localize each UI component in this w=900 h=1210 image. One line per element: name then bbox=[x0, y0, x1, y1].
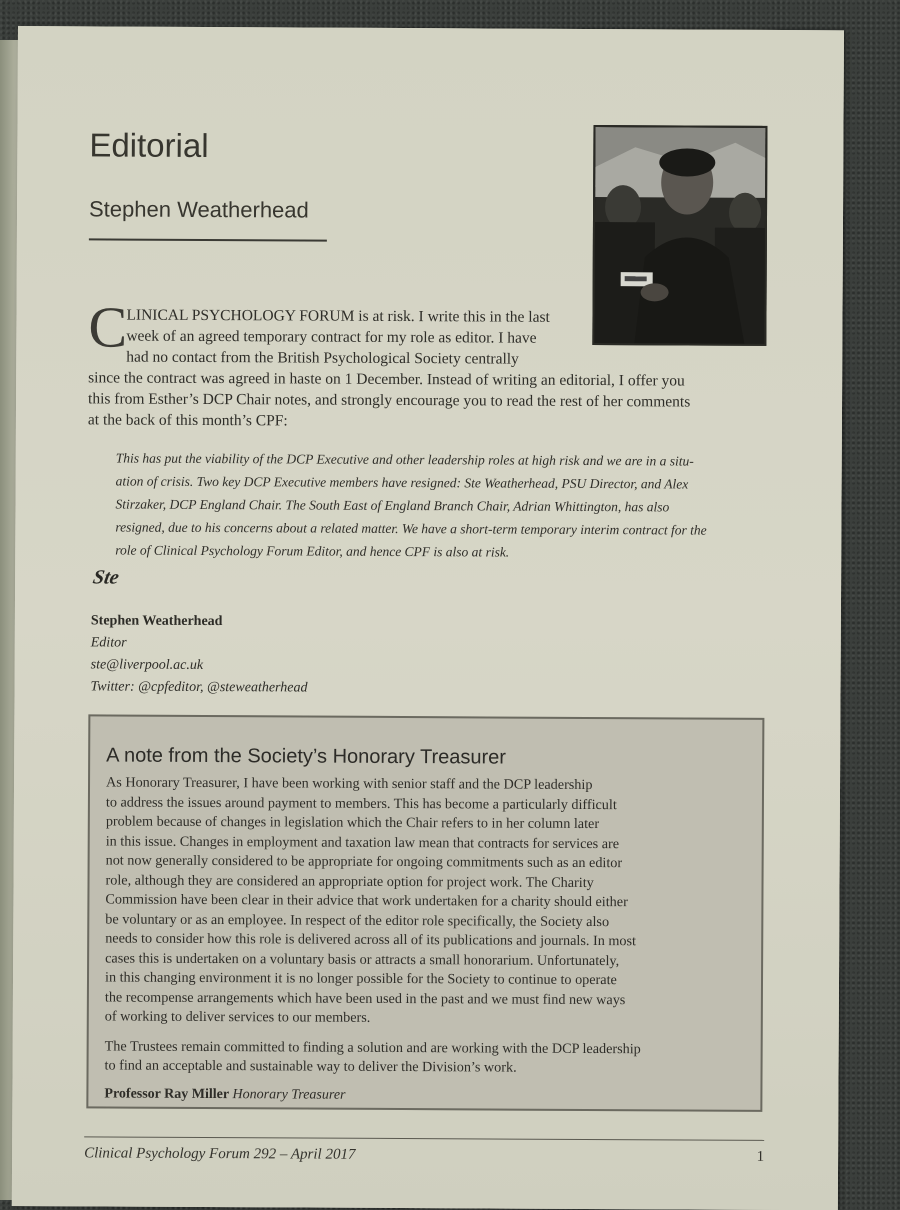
treasurer-note-para2 bbox=[105, 1037, 745, 1079]
intro-line: week of an agreed temporary contract for my role as editor. I have bbox=[126, 327, 537, 347]
intro-line: at the back of this month’s CPF: bbox=[87, 411, 288, 430]
note-line: of working to deliver services to our members. bbox=[104, 1008, 371, 1026]
note-line: not now generally considered to be appropriate for ongoing commitments such as an editor bbox=[105, 852, 623, 872]
editor-name: Stephen Weatherhead bbox=[90, 613, 223, 630]
note-line: problem because of changes in legislation which the Chair refers to in her column later bbox=[105, 813, 600, 833]
quote-line: Stirzaker, DCP England Chair. The South East of England Branch Chair, Adrian Whittington, has also bbox=[115, 496, 670, 515]
intro-paragraph bbox=[88, 304, 769, 434]
drop-cap: C bbox=[88, 294, 128, 360]
treasurer-name: Professor Ray Miller bbox=[104, 1085, 230, 1102]
note-line: The Trustees remain committed to finding a solution and are working with the DCP leadership bbox=[104, 1037, 641, 1057]
treasurer-note-heading: A note from the Society’s Honorary Treasurer bbox=[106, 744, 507, 769]
note-line: be voluntary or as an employee. In respect of the editor role specifically, the Society also bbox=[105, 910, 610, 930]
article-author: Stephen Weatherhead bbox=[88, 196, 309, 223]
page-number: 1 bbox=[756, 1148, 765, 1165]
article-title: Editorial bbox=[89, 126, 209, 164]
note-line: role, although they are considered an appropriate option for project work. The Charity bbox=[105, 871, 594, 891]
treasurer-role: Honorary Treasurer bbox=[232, 1086, 346, 1103]
note-line: to address the issues around payment to members. This has become a particularly difficult bbox=[105, 793, 617, 813]
note-line: Commission have been clear in their advice that work undertaken for a charity should either bbox=[105, 891, 628, 911]
note-line: to find an acceptable and sustainable way to deliver the Division’s work. bbox=[104, 1057, 517, 1076]
intro-line: LINICAL PSYCHOLOGY FORUM is at risk. I write this in the last bbox=[126, 306, 550, 326]
intro-line: had no contact from the British Psychological Society centrally bbox=[126, 348, 519, 368]
editor-role: Editor bbox=[90, 635, 127, 651]
note-line: As Honorary Treasurer, I have been working with senior staff and the DCP leadership bbox=[105, 774, 593, 794]
editor-email: ste@liverpool.ac.uk bbox=[90, 657, 204, 673]
treasurer-note-para1 bbox=[105, 773, 746, 1030]
quote-line: role of Clinical Psychology Forum Editor, and hence CPF is also at risk. bbox=[115, 542, 510, 560]
editor-signature-block bbox=[90, 610, 307, 699]
treasurer-signature bbox=[104, 1084, 744, 1107]
page-footer bbox=[84, 1136, 764, 1165]
note-line: needs to consider how this role is delivered across all of its publications and journals. In most bbox=[105, 930, 637, 950]
quote-line: ation of crisis. Two key DCP Executive members have resigned: Ste Weatherhead, PSU Director, and Alex bbox=[115, 473, 689, 492]
handwritten-signature: Ste bbox=[91, 566, 121, 589]
quote-line: This has put the viability of the DCP Executive and other leadership roles at high risk and we are in a situ- bbox=[115, 450, 694, 469]
title-divider bbox=[89, 238, 327, 241]
quoted-chair-notes bbox=[115, 447, 776, 565]
quote-line: resigned, due to his concerns about a related matter. We have a short-term temporary interim contract for the bbox=[115, 519, 707, 538]
editor-twitter: Twitter: @cpfeditor, @steweatherhead bbox=[90, 679, 308, 696]
note-line: the recompense arrangements which have been used in the past and we must find new ways bbox=[104, 988, 626, 1008]
intro-line: since the contract was agreed in haste on 1 December. Instead of writing an editorial, I offer you bbox=[88, 369, 685, 390]
treasurer-note-box bbox=[86, 714, 764, 1112]
publication-info: Clinical Psychology Forum 292 – April 2017 bbox=[84, 1145, 356, 1163]
note-line: in this changing environment it is no longer possible for the Society to continue to operate bbox=[104, 969, 617, 989]
note-line: cases this is undertaken on a voluntary basis or attracts a small honorarium. Unfortunately, bbox=[105, 949, 620, 969]
note-line: in this issue. Changes in employment and taxation law mean that contracts for services are bbox=[105, 832, 620, 852]
intro-line: this from Esther’s DCP Chair notes, and strongly encourage you to read the rest of her comments bbox=[88, 390, 691, 411]
magazine-page bbox=[12, 26, 844, 1210]
